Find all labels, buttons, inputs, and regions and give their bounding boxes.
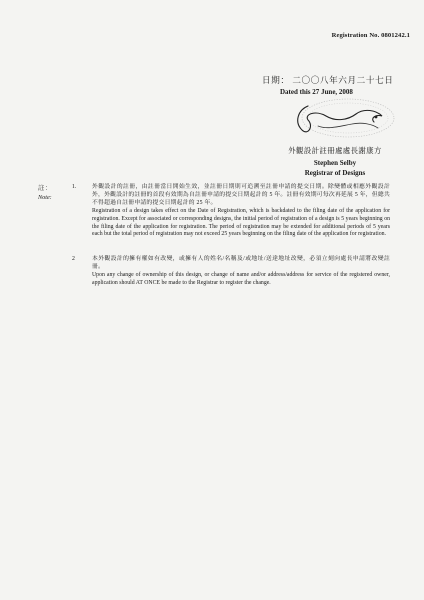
note-text-chinese: 本外觀設計的擁有權如有改變，或擁有人的姓名/名稱及/或地址/送達地址改變，必須立刻向處長申請將改變註冊。 <box>92 256 390 270</box>
notes-label-english: Note: <box>38 194 52 201</box>
note-number: 1. <box>72 184 77 190</box>
note-number: 2 <box>72 256 75 262</box>
notes-label-chinese: 註： <box>38 185 53 192</box>
signatory-title: Registrar of Designs <box>304 169 366 177</box>
signatory-block <box>272 145 398 177</box>
signature-seal-mark <box>278 96 402 144</box>
note-item <box>72 256 390 288</box>
note-text-english: Registration of a design takes effect on the Date of Registration, which is backdated to the filing date of the application for registration. Except for associated or corresponding designs, the initial period of registration of a design is 5 years beginning on the filing date of the application for registration. The period of registration may be extended for additional periods of 5 years each but the total period of registration may not exceed 25 years beginning on the filing date of the application for registration. <box>92 207 390 238</box>
note-item <box>72 184 390 239</box>
signatory-name: Stephen Selby <box>313 159 357 167</box>
signatory-chinese: 外觀設計註冊處處長謝康方 <box>288 146 382 155</box>
notes-label <box>38 184 52 202</box>
note-text-english: Upon any change of ownership of this design, or change of name and/or address/address for service of the registered owner, application should AT ONCE be made to the Registrar to register the change. <box>92 271 390 286</box>
date-chinese: 日期： 二〇〇八年六月二十七日 <box>262 75 394 85</box>
date-english: Dated this 27 June, 2008 <box>280 88 353 96</box>
registration-number: Registration No. 0801242.1 <box>331 32 410 39</box>
note-text-chinese: 外觀設計的註冊，由註冊當日開始生效，並註冊日期則可追溯至註冊申請的提交日期。除變體或相應外觀設計外，外觀設計的註冊的首段有效期為自註冊申請的提交日期起計的 5 年。註冊有效期可每次再延展 5 年，但總共不得超過自註冊申請的提交日期起計的 25 年。 <box>92 184 390 206</box>
date-block <box>262 74 422 96</box>
